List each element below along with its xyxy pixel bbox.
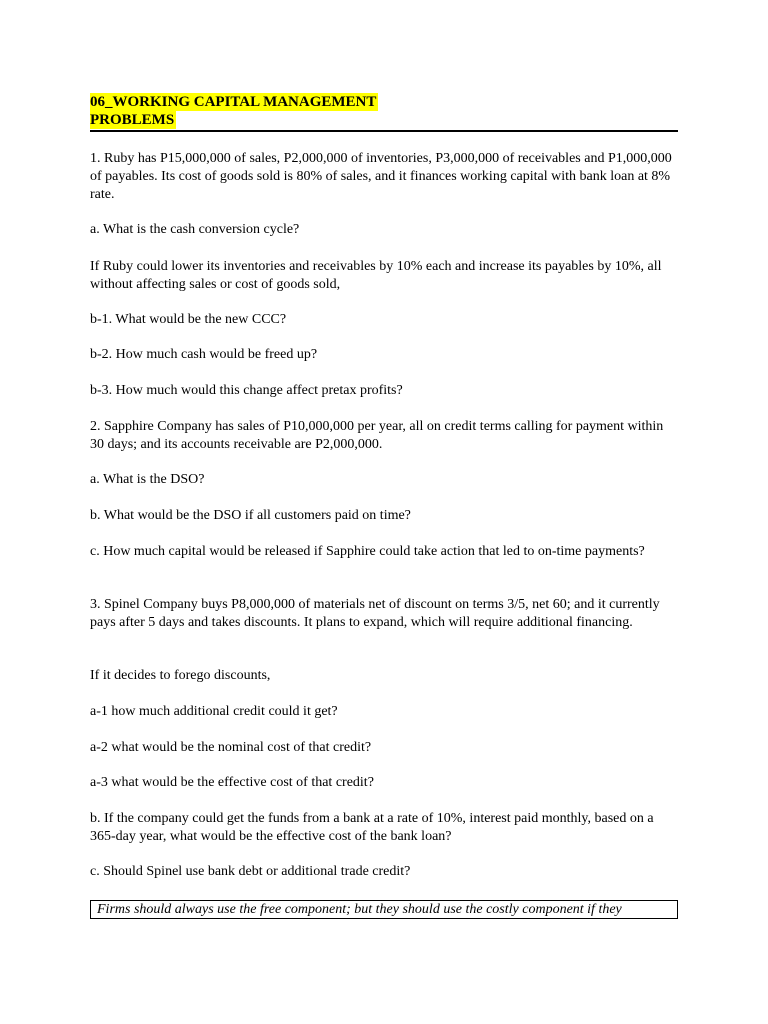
problem-2-question-c: c. How much capital would be released if Sapphire could take action that led to on-time payments? bbox=[90, 544, 645, 559]
problem-3-question-c: c. Should Spinel use bank debt or additional trade credit? bbox=[90, 864, 411, 879]
problem-1-question-b2: b-2. How much cash would be freed up? bbox=[90, 347, 318, 362]
problem-1-question-a: a. What is the cash conversion cycle? bbox=[90, 222, 300, 237]
problem-3-question-a2: a-2 what would be the nominal cost of that credit? bbox=[90, 740, 372, 755]
problem-1-question-b3: b-3. How much would this change affect pretax profits? bbox=[90, 383, 403, 398]
problem-1-statement: 1. Ruby has P15,000,000 of sales, P2,000,000 of inventories, P3,000,000 of receivables and P1,000,000 of payables. Its cost of goods sold is 80% of sales, and it finances working capital with bank loan at 8% rate. bbox=[90, 151, 672, 202]
problem-3-statement: 3. Spinel Company buys P8,000,000 of materials net of discount on terms 3/5, net 60; and it currently pays after 5 days and takes discounts. It plans to expand, which will require additional financing. bbox=[90, 597, 660, 630]
title-line-1: 06_WORKING CAPITAL MANAGEMENT bbox=[90, 94, 377, 110]
problem-1-condition: If Ruby could lower its inventories and receivables by 10% each and increase its payables by 10%, all without affecting sales or cost of goods sold, bbox=[90, 259, 662, 292]
answer-box bbox=[90, 900, 678, 919]
title-line-2: PROBLEMS bbox=[90, 112, 175, 128]
document-title bbox=[90, 93, 378, 129]
title-underline bbox=[90, 130, 678, 132]
answer-box-text: Firms should always use the free component; but they should use the costly component if they bbox=[97, 902, 622, 917]
problem-1-question-b1: b-1. What would be the new CCC? bbox=[90, 312, 287, 327]
problem-3-condition: If it decides to forego discounts, bbox=[90, 668, 271, 683]
problem-3-question-a1: a-1 how much additional credit could it get? bbox=[90, 704, 338, 719]
problem-2-question-a: a. What is the DSO? bbox=[90, 472, 205, 487]
problem-2-question-b: b. What would be the DSO if all customers paid on time? bbox=[90, 508, 411, 523]
problem-2-statement: 2. Sapphire Company has sales of P10,000,000 per year, all on credit terms calling for payment within 30 days; and its accounts receivable are P2,000,000. bbox=[90, 419, 664, 452]
problem-3-question-b: b. If the company could get the funds from a bank at a rate of 10%, interest paid monthly, based on a 365-day year, what would be the effective cost of the bank loan? bbox=[90, 811, 654, 844]
problem-3-question-a3: a-3 what would be the effective cost of that credit? bbox=[90, 775, 374, 790]
